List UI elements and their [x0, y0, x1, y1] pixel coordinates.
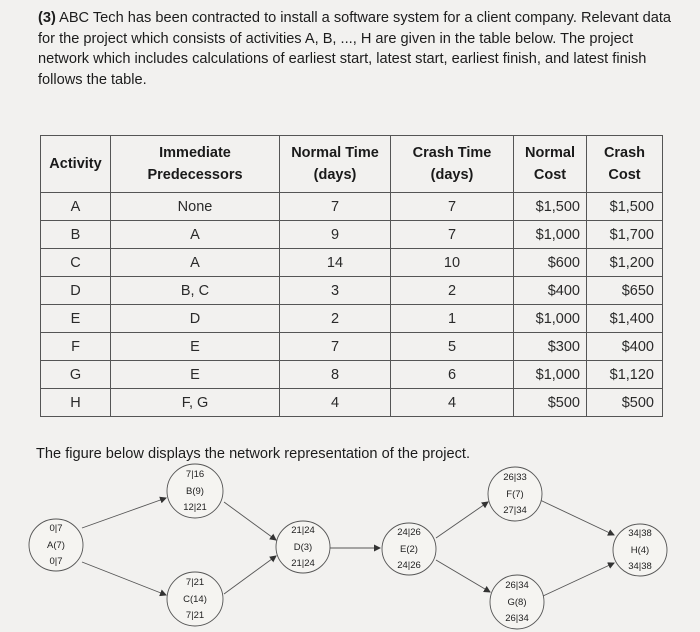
node-a	[29, 519, 83, 571]
node-h-label: H(4)	[630, 545, 650, 556]
node-e-label: E(2)	[400, 544, 418, 555]
cell-crash-time: 5	[391, 333, 514, 361]
node-h-bottom: 34|38	[628, 561, 652, 572]
header-activity: Activity	[41, 136, 111, 193]
node-a-bottom: 0|7	[49, 556, 63, 567]
cell-predecessors: A	[111, 249, 280, 277]
cell-crash-time: 7	[391, 221, 514, 249]
cell-normal-cost: $1,000	[514, 221, 587, 249]
edge-e-f	[436, 502, 488, 538]
node-a-label: A(7)	[47, 540, 65, 551]
node-b-label: B(9)	[186, 486, 204, 497]
node-f-label: F(7)	[506, 489, 524, 500]
cell-activity: D	[41, 277, 111, 305]
question-number: (3)	[38, 10, 56, 26]
cell-predecessors: None	[111, 193, 280, 221]
cell-activity: B	[41, 221, 111, 249]
node-c-bottom: 7|21	[185, 610, 205, 621]
cell-activity: F	[41, 333, 111, 361]
node-e-top: 24|26	[397, 527, 421, 538]
cell-crash-cost: $1,500	[587, 193, 663, 221]
cell-normal-time: 4	[280, 389, 391, 417]
cell-crash-time: 2	[391, 277, 514, 305]
node-d-bottom: 21|24	[291, 558, 315, 569]
node-h	[613, 524, 667, 576]
cell-crash-cost: $500	[587, 389, 663, 417]
node-b	[167, 464, 223, 518]
cell-crash-cost: $1,120	[587, 361, 663, 389]
cell-crash-cost: $1,200	[587, 249, 663, 277]
cell-normal-cost: $1,500	[514, 193, 587, 221]
header-normal-cost: Normal Cost	[514, 136, 587, 193]
cell-activity: A	[41, 193, 111, 221]
cell-normal-cost: $400	[514, 277, 587, 305]
edge-e-g	[436, 560, 490, 592]
edge-f-h	[540, 500, 614, 535]
cell-crash-cost: $650	[587, 277, 663, 305]
node-h-top: 34|38	[628, 528, 652, 539]
node-g-bottom: 26|34	[505, 613, 529, 624]
node-f-bottom: 27|34	[503, 505, 527, 516]
node-c-label: C(14)	[183, 594, 207, 605]
edge-c-d	[224, 556, 276, 594]
cell-crash-time: 10	[391, 249, 514, 277]
cell-activity: E	[41, 305, 111, 333]
cell-activity: H	[41, 389, 111, 417]
cell-predecessors: E	[111, 333, 280, 361]
cell-crash-time: 6	[391, 361, 514, 389]
header-normal-time: Normal Time (days)	[280, 136, 391, 193]
cell-crash-cost: $1,400	[587, 305, 663, 333]
cell-normal-cost: $1,000	[514, 361, 587, 389]
edge-a-c	[82, 562, 166, 595]
edge-b-d	[224, 502, 276, 540]
node-a-top: 0|7	[49, 523, 63, 534]
node-c-top: 7|21	[185, 577, 205, 588]
cell-normal-time: 2	[280, 305, 391, 333]
cell-normal-cost: $1,000	[514, 305, 587, 333]
cell-predecessors: E	[111, 361, 280, 389]
header-predecessors: Immediate Predecessors	[111, 136, 280, 193]
node-e	[382, 523, 436, 575]
cell-predecessors: F, G	[111, 389, 280, 417]
cell-crash-cost: $1,700	[587, 221, 663, 249]
cell-activity: G	[41, 361, 111, 389]
node-f	[488, 467, 542, 521]
cell-predecessors: A	[111, 221, 280, 249]
cell-normal-time: 9	[280, 221, 391, 249]
node-b-bottom: 12|21	[183, 502, 207, 513]
cell-normal-cost: $600	[514, 249, 587, 277]
edge-a-b	[82, 498, 166, 528]
node-g-top: 26|34	[505, 580, 529, 591]
cell-normal-cost: $300	[514, 333, 587, 361]
cell-crash-cost: $400	[587, 333, 663, 361]
cell-normal-cost: $500	[514, 389, 587, 417]
cell-normal-time: 14	[280, 249, 391, 277]
header-crash-cost: Crash Cost	[587, 136, 663, 193]
node-d-top: 21|24	[291, 525, 315, 536]
cell-predecessors: B, C	[111, 277, 280, 305]
cell-crash-time: 7	[391, 193, 514, 221]
edge-g-h	[543, 563, 614, 596]
cell-crash-time: 1	[391, 305, 514, 333]
node-d-label: D(3)	[293, 542, 313, 553]
node-g-label: G(8)	[507, 597, 527, 608]
node-f-top: 26|33	[503, 472, 527, 483]
cell-predecessors: D	[111, 305, 280, 333]
cell-activity: C	[41, 249, 111, 277]
cell-normal-time: 7	[280, 193, 391, 221]
cell-normal-time: 3	[280, 277, 391, 305]
figure-caption: The figure below displays the network representation of the project.	[36, 446, 471, 462]
cell-normal-time: 7	[280, 333, 391, 361]
node-c	[167, 572, 223, 626]
question-body: ABC Tech has been contracted to install a software system for a client company. Relevant data for the project which consists of activities A, B, ..., H are given in the table below. The project network which includes calculations of earliest start, latest start, earliest finish, and latest finish follows the table.	[38, 10, 671, 88]
node-b-top: 7|16	[185, 469, 205, 480]
cell-crash-time: 4	[391, 389, 514, 417]
node-e-bottom: 24|26	[397, 560, 421, 571]
node-g	[490, 575, 544, 629]
header-crash-time: Crash Time (days)	[391, 136, 514, 193]
cell-normal-time: 8	[280, 361, 391, 389]
node-d	[276, 521, 330, 573]
